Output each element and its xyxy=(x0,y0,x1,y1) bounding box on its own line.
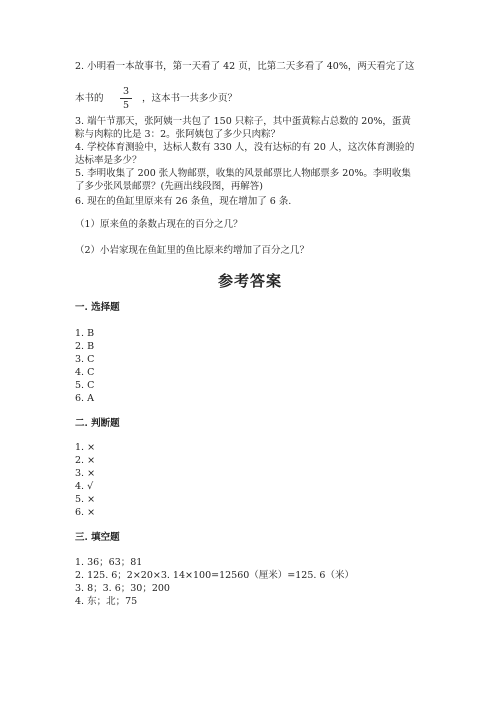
answer-item: 5. C xyxy=(75,380,95,391)
question-3-line-2: 粽与肉粽的比是 3：2。张阿姨包了多少只肉粽？ xyxy=(75,129,281,140)
answer-item: 4. C xyxy=(75,367,95,378)
fraction-denominator: 5 xyxy=(122,100,130,111)
question-6-line-1: 6. 现在的鱼缸里原来有 26 条鱼，现在增加了 6 条. xyxy=(75,196,292,207)
answer-item: 1. 36；63；81 xyxy=(75,557,143,568)
answer-item: 6. A xyxy=(75,393,94,404)
question-6-sub-1: （1）原来鱼的条数占现在的百分之几？ xyxy=(75,219,243,230)
question-4-line-1: 4. 学校体育测验中，达标人数有 330 人，没有达标的有 20 人，这次体育测验的 xyxy=(75,142,415,153)
fraction xyxy=(120,86,132,111)
answer-item: 4. √ xyxy=(75,481,94,492)
question-6-sub-2: （2）小岩家现在鱼缸里的鱼比原来约增加了百分之几？ xyxy=(75,245,310,256)
answer-item: 3. C xyxy=(75,354,95,365)
question-2-line-2b: ，这本书一共多少页？ xyxy=(142,93,238,104)
answer-item: 2. 125. 6；2×20×3. 14×100=12560（厘米）=125. 6（米） xyxy=(75,570,354,581)
answer-item: 1. × xyxy=(75,442,96,453)
answer-item: 3. 8；3. 6；30；200 xyxy=(75,583,170,594)
question-2-line-2a: 本书的 xyxy=(75,93,104,104)
answer-item: 4. 东；北；75 xyxy=(75,596,138,607)
question-2-line-1: 2. 小明看一本故事书，第一天看了 42 页，比第二天多看了 40%，两天看完了这 xyxy=(75,61,415,72)
answer-item: 3. × xyxy=(75,468,96,479)
question-3-line-1: 3. 端午节那天，张阿姨一共包了 150 只粽子，其中蛋黄粽占总数的 20%，蛋黄 xyxy=(75,116,411,127)
question-5-line-1: 5. 李明收集了 200 张人物邮票，收集的风景邮票比人物邮票多 20%。李明收集 xyxy=(75,168,411,179)
fraction-numerator: 3 xyxy=(122,86,130,97)
question-4-line-2: 达标率是多少？ xyxy=(75,155,142,166)
answer-item: 1. B xyxy=(75,328,95,339)
answer-item: 6. × xyxy=(75,507,96,518)
answer-item: 2. × xyxy=(75,455,96,466)
question-5-line-2: 了多少张风景邮票？(先画出线段图，再解答) xyxy=(75,181,263,192)
section-2-title: 二. 判断题 xyxy=(75,418,120,429)
section-3-title: 三. 填空题 xyxy=(75,532,120,543)
section-1-title: 一. 选择题 xyxy=(75,302,120,313)
answer-item: 2. B xyxy=(75,341,95,352)
answers-title: 参考答案 xyxy=(217,272,282,290)
answer-item: 5. × xyxy=(75,494,96,505)
